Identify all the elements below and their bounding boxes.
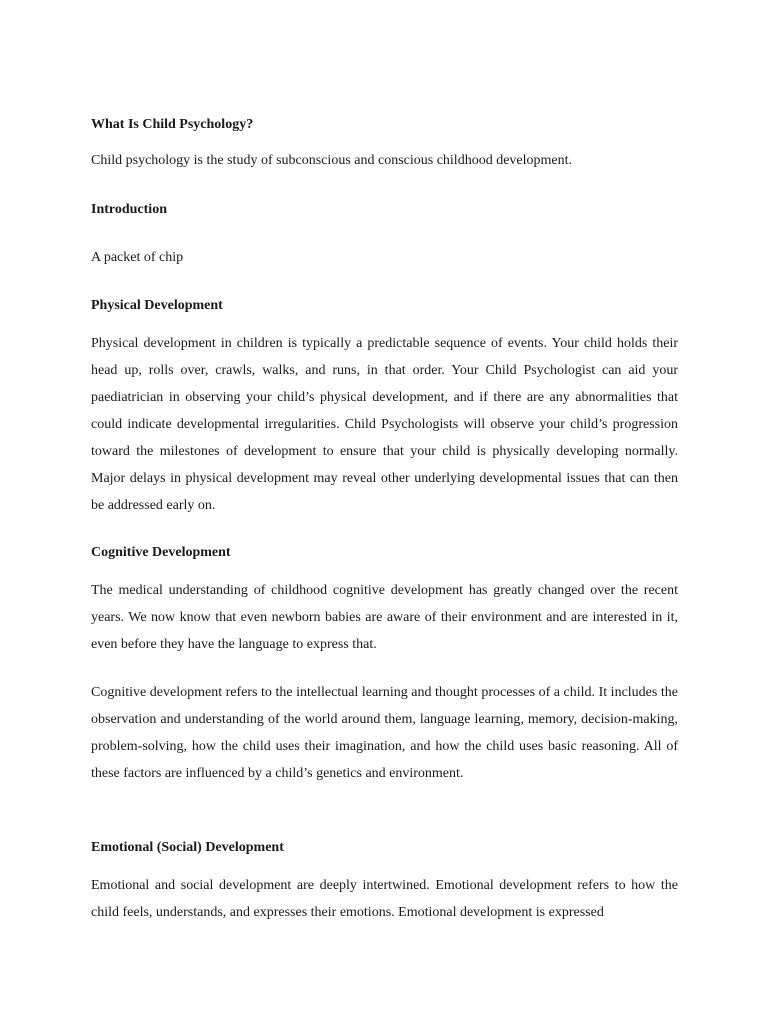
section-heading-physical: Physical Development [91,298,223,313]
section-heading-cognitive: Cognitive Development [91,545,231,560]
section-paragraph-cognitive-2: Cognitive development refers to the intellectual learning and thought processes of a child. It includes the observation and understanding of the world around them, language learning, memory, decision-making, problem-solving, how the child uses their imagination, and how the child uses basic reasoning. All of these factors are influenced by a child’s genetics and environment. [91,685,678,781]
section-paragraph-emotional: Emotional and social development are deeply intertwined. Emotional development refers to how the child feels, understands, and expresses their emotions. Emotional development is expressed [91,878,678,920]
section-paragraph-cognitive-1: The medical understanding of childhood cognitive development has greatly changed over the recent years. We now know that even newborn babies are aware of their environment and are interested in it, even before they have the language to express that. [91,583,678,652]
definition-text: Child psychology is the study of subconscious and conscious childhood development. [91,153,573,168]
section-paragraph-introduction: A packet of chip [91,250,184,265]
document-title: What Is Child Psychology? [91,117,254,132]
section-heading-introduction: Introduction [91,202,167,217]
section-paragraph-physical: Physical development in children is typically a predictable sequence of events. Your child holds their head up, rolls over, crawls, walks, and runs, in that order. Your Child Psychologist can aid your paediatrician in observing your child’s physical development, and if there are any abnormalities that could indicate developmental irregularities. Child Psychologists will observe your child’s progression toward the milestones of development to ensure that your child is physically developing normally. Major delays in physical development may reveal other underlying developmental issues that can then be addressed early on. [91,336,678,513]
section-heading-emotional: Emotional (Social) Development [91,840,284,855]
